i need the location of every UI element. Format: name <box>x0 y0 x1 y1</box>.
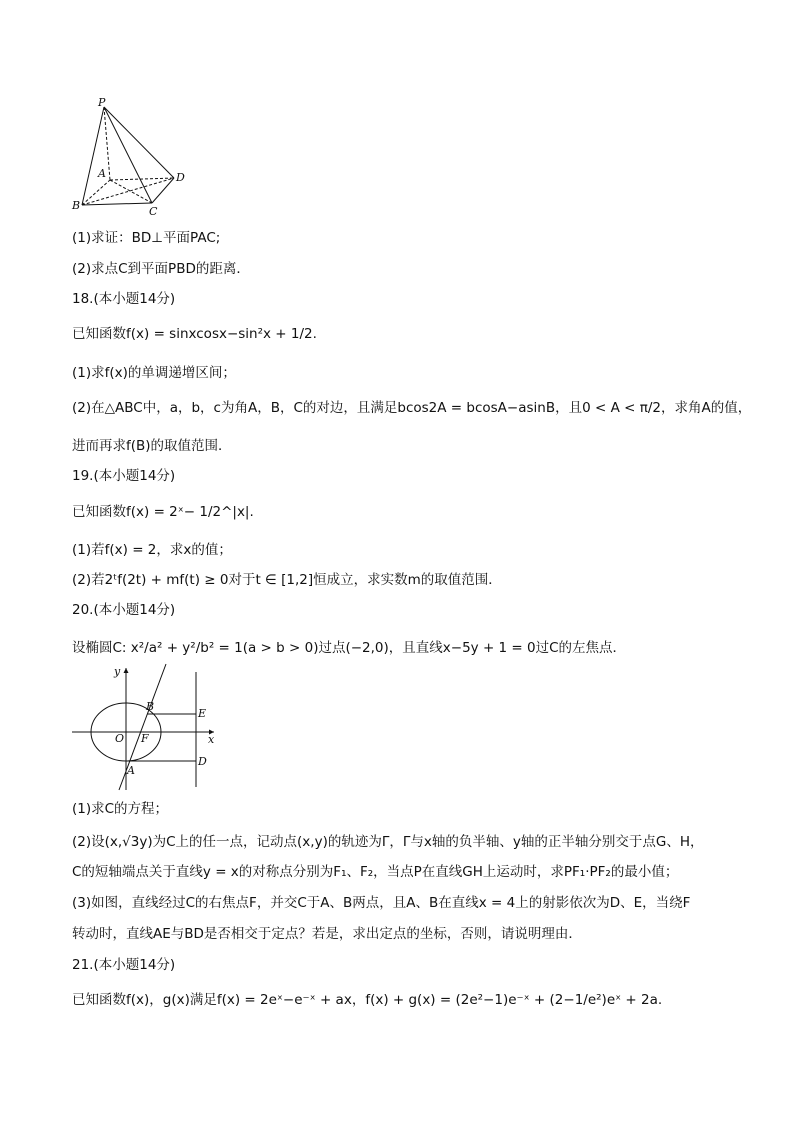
problem20-stem: 设椭圆C: x²/a² + y²/b² = 1(a > b > 0)过点(−2,0)，且直线x−5y + 1 = 0过C的左焦点． <box>72 640 627 656</box>
problem20-part3-line2: 转动时，直线AE与BD是否相交于定点？若是，求出定点的坐标，否则，请说明理由． <box>72 926 582 942</box>
label-d: D <box>176 171 185 184</box>
label-y: y <box>114 665 121 678</box>
problem18-part2-line2: 进而再求f(B)的取值范围． <box>72 438 232 454</box>
label-c: C <box>149 205 158 218</box>
label-a: A <box>98 167 106 180</box>
problem19-header: 19.(本小题14分) <box>72 468 176 484</box>
problem19-part2: (2)若2ᵗf(2t) + mf(t) ≥ 0对于t ∈ [1,2]恒成立，求实数m的取值范围． <box>72 572 502 588</box>
label-b: B <box>146 700 155 713</box>
edge-pc <box>104 107 152 203</box>
edge-bc <box>82 203 152 205</box>
problem18-stem: 已知函数f(x) = sinxcosx−sin²x + 1/2. <box>72 326 317 342</box>
label-e: E <box>198 707 207 720</box>
problem20-part2-line2: C的短轴端点关于直线y = x的对称点分别为F₁、F₂，当点P在直线GH上运动时，求PF₁·PF₂的最小值； <box>72 864 679 880</box>
label-x: x <box>208 733 215 746</box>
edge-pd <box>104 107 174 178</box>
problem20-part3-line1: (3)如图，直线经过C的右焦点F，并交C于A、B两点，且A、B在直线x = 4上的射影依次为D、E，当绕F <box>72 895 691 911</box>
edge-ad <box>110 178 174 180</box>
problem18-part1: (1)求f(x)的单调递增区间； <box>72 365 236 381</box>
edge-bd <box>82 178 174 205</box>
label-b: B <box>72 199 81 212</box>
pyramid-figure <box>70 95 195 220</box>
problem21-header: 21.(本小题14分) <box>72 957 176 973</box>
edge-ba <box>82 180 110 205</box>
label-p: P <box>98 96 106 109</box>
label-d: D <box>198 755 207 768</box>
label-o: O <box>115 732 125 745</box>
problem20-part2-line1: (2)设(x,√3y)为C上的任一点，记动点(x,y)的轨迹为Γ，Γ与x轴的负半轴、y轴的正半轴分别交于点G、H， <box>72 834 704 850</box>
problem19-stem: 已知函数f(x) = 2ˣ− 1/2^|x|. <box>72 504 254 520</box>
problem17-part1: (1)求证：BD⊥平面PAC; <box>72 230 221 246</box>
ellipse-figure <box>70 662 220 792</box>
problem19-part1: (1)若f(x) = 2，求x的值； <box>72 542 232 558</box>
problem18-header: 18.(本小题14分) <box>72 291 176 307</box>
problem20-part1: (1)求C的方程； <box>72 801 169 817</box>
edge-pb <box>82 107 104 205</box>
label-f: F <box>141 732 149 745</box>
problem20-header: 20.(本小题14分) <box>72 602 176 618</box>
problem21-stem: 已知函数f(x)，g(x)满足f(x) = 2eˣ−e⁻ˣ + ax，f(x) + g(x) = (2e²−1)e⁻ˣ + (2−1/e²)eˣ + 2a. <box>72 992 663 1008</box>
problem17-part2: (2)求点C到平面PBD的距离． <box>72 261 250 277</box>
y-axis-arrow <box>124 668 129 673</box>
edge-cd <box>152 178 174 203</box>
problem18-part2-line1: (2)在△ABC中，a，b，c为角A，B，C的对边，且满足bcos2A = bcosA−asinB，且0 < A < π/2，求角A的值， <box>72 400 752 416</box>
label-a: A <box>127 764 135 777</box>
